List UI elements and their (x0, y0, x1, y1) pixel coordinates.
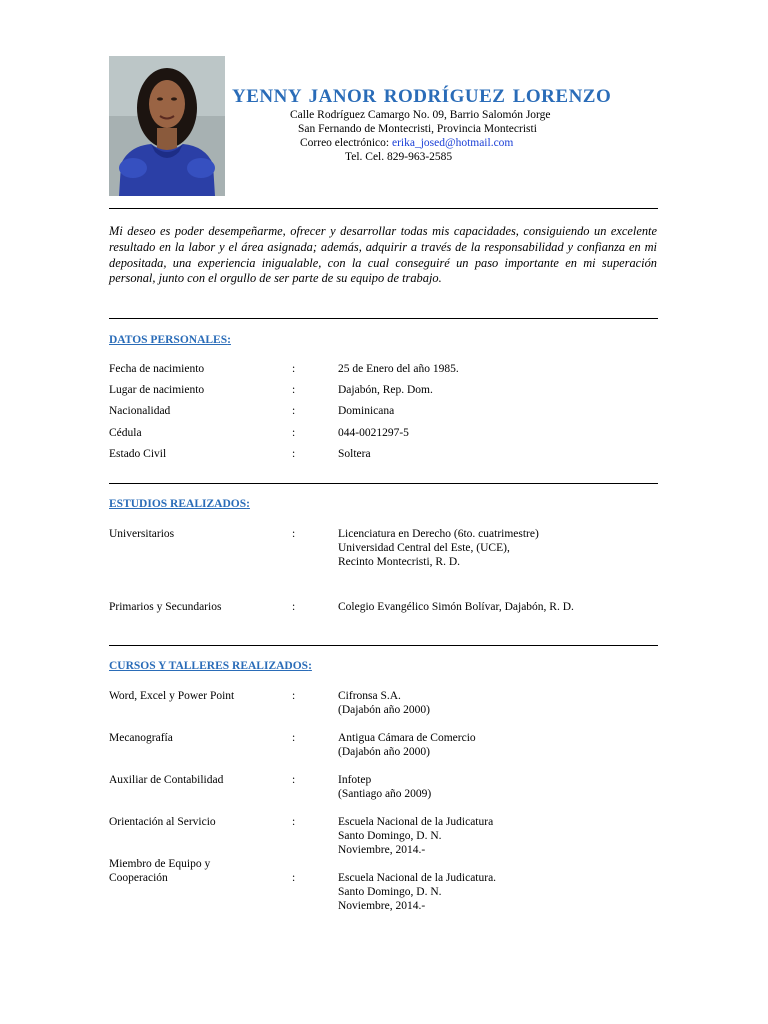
email-line (300, 136, 513, 150)
row-colon: : (292, 774, 296, 786)
phone-line: Tel. Cel. 829-963-2585 (345, 151, 453, 163)
objective-paragraph: Mi deseo es poder desempeñarme, ofrecer y desarrollar todas mis capacidades, consiguiendo un excelente resultado en la labor y el área asignada; además, adquirir a través de la responsabilidad y confianza en mi depositada, una experiencia inigualable, con la cual conseguiré un paso importante en mi superación personal, junto con el orgullo de ser parte de su equipo de trabajo. (109, 224, 657, 286)
row-colon: : (292, 427, 296, 439)
row-label: Word, Excel y Power Point (109, 690, 235, 702)
row-label: Miembro de Equipo y Cooperación (109, 858, 211, 884)
row-value: 25 de Enero del año 1985. (338, 363, 459, 375)
row-label: Lugar de nacimiento (109, 384, 205, 396)
row-label: Universitarios (109, 528, 175, 540)
section-title-studies: ESTUDIOS REALIZADOS: (109, 498, 250, 510)
section-title-personal: DATOS PERSONALES: (109, 334, 231, 346)
profile-photo (109, 56, 225, 196)
row-label: Auxiliar de Contabilidad (109, 774, 224, 786)
candidate-name: YENNY JANOR RODRÍGUEZ LORENZO (232, 86, 612, 107)
divider (109, 318, 658, 319)
row-value: Cifronsa S.A. (Dajabón año 2000) (338, 690, 430, 716)
row-value: Colegio Evangélico Simón Bolívar, Dajabón, R. D. (338, 601, 574, 613)
divider (109, 208, 658, 209)
row-value: Dajabón, Rep. Dom. (338, 384, 433, 396)
address-line-2: San Fernando de Montecristi, Provincia Montecristi (298, 123, 537, 135)
row-colon: : (292, 872, 296, 884)
row-label: Nacionalidad (109, 405, 171, 417)
row-value: Soltera (338, 448, 371, 460)
row-colon: : (292, 690, 296, 702)
address-line-1: Calle Rodríguez Camargo No. 09, Barrio Salomón Jorge (290, 109, 551, 121)
row-colon: : (292, 405, 296, 417)
row-colon: : (292, 448, 296, 460)
section-title-courses: CURSOS Y TALLERES REALIZADOS: (109, 660, 312, 672)
row-value: Infotep (Santiago año 2009) (338, 774, 432, 800)
row-value: Dominicana (338, 405, 395, 417)
row-colon: : (292, 601, 296, 613)
divider (109, 645, 658, 646)
row-value: Licenciatura en Derecho (6to. cuatrimestre) Universidad Central del Este, (UCE), Recinto Montecristi, R. D. (338, 528, 539, 568)
row-colon: : (292, 384, 296, 396)
row-label: Mecanografía (109, 732, 173, 744)
row-value: Escuela Nacional de la Judicatura. Santo Domingo, D. N. Noviembre, 2014.- (338, 872, 497, 912)
row-label: Orientación al Servicio (109, 816, 216, 828)
row-label: Primarios y Secundarios (109, 601, 222, 613)
email-label: Correo electrónico: (300, 137, 392, 149)
row-label: Cédula (109, 427, 142, 439)
row-value: Escuela Nacional de la Judicatura Santo Domingo, D. N. Noviembre, 2014.- (338, 816, 494, 856)
email-link[interactable]: erika_josed@hotmail.com (391, 137, 514, 149)
row-value: 044-0021297-5 (338, 427, 409, 439)
row-value: Antigua Cámara de Comercio (Dajabón año 2000) (338, 732, 476, 758)
row-colon: : (292, 363, 296, 375)
row-colon: : (292, 732, 296, 744)
row-colon: : (292, 528, 296, 540)
row-colon: : (292, 816, 296, 828)
row-label: Fecha de nacimiento (109, 363, 205, 375)
divider (109, 483, 658, 484)
row-label: Estado Civil (109, 448, 167, 460)
